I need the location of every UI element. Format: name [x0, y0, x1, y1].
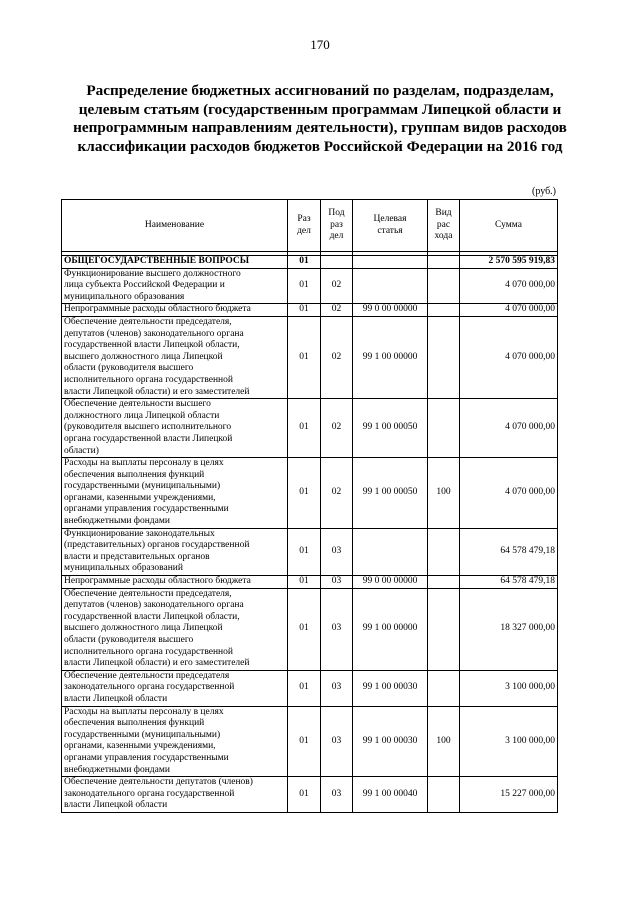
row-subsection: 03	[321, 777, 353, 813]
row-expense-type	[428, 256, 460, 269]
row-name	[62, 528, 288, 575]
row-target-article: 99 0 00 00000	[353, 304, 428, 317]
header-expense-type: Вид рас хода	[428, 200, 460, 252]
row-name-line: депутатов (членов) законодательного органа	[64, 328, 244, 339]
row-subsection: 03	[321, 528, 353, 575]
table-row	[62, 706, 558, 777]
row-name-line: обеспечения выполнения функций	[64, 469, 205, 480]
row-name-line: ОБЩЕГОСУДАРСТВЕННЫЕ ВОПРОСЫ	[64, 256, 250, 266]
row-name-line: органами, казенными учреждениями,	[64, 492, 216, 503]
row-name-line: области (руководителя высшего	[64, 363, 194, 374]
title-line: непрограммным направлениям деятельности), группам видов расходов	[73, 119, 567, 136]
row-target-article: 99 1 00 00000	[353, 588, 428, 670]
row-subsection: 02	[321, 399, 353, 458]
table-row	[62, 528, 558, 575]
row-name	[62, 316, 288, 398]
row-name-line: области)	[64, 445, 99, 456]
row-section: 01	[288, 458, 321, 529]
page-number: 170	[310, 37, 330, 52]
row-name-line: исполнительного органа государственной	[64, 646, 233, 657]
row-name-line: органа государственной власти Липецкой	[64, 433, 233, 444]
row-subsection: 03	[321, 588, 353, 670]
row-amount: 4 070 000,00	[460, 316, 558, 398]
row-name-line: власти Липецкой области	[64, 693, 168, 704]
row-name-line: внебюджетными фондами	[64, 764, 170, 775]
row-expense-type: 100	[428, 458, 460, 529]
row-target-article	[353, 528, 428, 575]
row-name	[62, 670, 288, 706]
row-name-line: муниципального образования	[64, 291, 185, 302]
row-expense-type	[428, 316, 460, 398]
row-target-article: 99 1 00 00030	[353, 706, 428, 777]
row-name-line: государственной власти Липецкой области,	[64, 611, 240, 622]
table-header-row	[62, 200, 558, 252]
header-amount: Сумма	[460, 200, 558, 252]
row-name-line: Обеспечение деятельности высшего	[64, 399, 211, 410]
row-section: 01	[288, 576, 321, 589]
table-row	[62, 399, 558, 458]
row-name-line: депутатов (членов) законодательного органа	[64, 600, 244, 611]
row-name-line: государственными (муниципальными)	[64, 729, 221, 740]
row-name	[62, 399, 288, 458]
row-name-line: власти Липецкой области) и его заместителей	[64, 386, 250, 397]
row-expense-type	[428, 588, 460, 670]
row-section: 01	[288, 399, 321, 458]
row-name-line: высшего должностного лица Липецкой	[64, 351, 223, 362]
row-section: 01	[288, 588, 321, 670]
row-subsection: 03	[321, 670, 353, 706]
row-amount: 18 327 000,00	[460, 588, 558, 670]
table-row	[62, 777, 558, 813]
row-name	[62, 256, 288, 269]
row-name-line: законодательного органа государственной	[64, 682, 235, 693]
row-amount: 4 070 000,00	[460, 304, 558, 317]
row-name-line: (руководителя высшего исполнительного	[64, 422, 232, 433]
row-name-line: Функционирование законодательных	[64, 528, 215, 539]
row-expense-type	[428, 304, 460, 317]
row-name-line: высшего должностного лица Липецкой	[64, 623, 223, 634]
row-amount: 4 070 000,00	[460, 268, 558, 304]
row-target-article	[353, 268, 428, 304]
row-name-line: государственной власти Липецкой области,	[64, 340, 240, 351]
row-expense-type	[428, 576, 460, 589]
row-target-article: 99 1 00 00050	[353, 399, 428, 458]
row-name-line: Непрограммные расходы областного бюджета	[64, 304, 251, 315]
row-name-line: лица субъекта Российской Федерации и	[64, 280, 225, 291]
row-section: 01	[288, 777, 321, 813]
row-name	[62, 588, 288, 670]
row-name-line: обеспечения выполнения функций	[64, 718, 205, 729]
row-section: 01	[288, 268, 321, 304]
row-name	[62, 268, 288, 304]
row-subsection: 02	[321, 458, 353, 529]
row-amount: 4 070 000,00	[460, 399, 558, 458]
row-amount: 2 570 595 919,83	[460, 256, 558, 269]
table-row	[62, 256, 558, 269]
table-row	[62, 316, 558, 398]
row-section: 01	[288, 670, 321, 706]
row-name	[62, 304, 288, 317]
row-amount: 3 100 000,00	[460, 706, 558, 777]
row-name	[62, 458, 288, 529]
row-target-article: 99 0 00 00000	[353, 576, 428, 589]
row-subsection: 03	[321, 706, 353, 777]
row-expense-type	[428, 670, 460, 706]
header-name: Наименование	[62, 200, 288, 252]
row-name-line: органами, казенными учреждениями,	[64, 741, 216, 752]
row-amount: 64 578 479,18	[460, 576, 558, 589]
row-name-line: муниципальных образований	[64, 563, 183, 574]
table-row	[62, 576, 558, 589]
row-name-line: Непрограммные расходы областного бюджета	[64, 576, 251, 587]
row-name-line: законодательного органа государственной	[64, 788, 235, 799]
row-name-line: области (руководителя высшего	[64, 635, 194, 645]
document-title	[60, 82, 580, 156]
row-name-line: Расходы на выплаты персоналу в целях	[64, 458, 224, 469]
row-section: 01	[288, 304, 321, 317]
row-amount: 15 227 000,00	[460, 777, 558, 813]
row-section: 01	[288, 316, 321, 398]
table-row	[62, 304, 558, 317]
row-section: 01	[288, 528, 321, 575]
row-subsection: 02	[321, 304, 353, 317]
row-target-article: 99 1 00 00030	[353, 670, 428, 706]
table-row	[62, 588, 558, 670]
row-name-line: органами управления государственными	[64, 752, 229, 763]
row-subsection: 02	[321, 268, 353, 304]
title-line: целевым статьям (государственным программам Липецкой области и	[78, 100, 562, 118]
header-section: Раз дел	[288, 200, 321, 252]
table-row	[62, 458, 558, 529]
row-name	[62, 706, 288, 777]
row-section: 01	[288, 706, 321, 777]
row-name	[62, 777, 288, 813]
row-subsection	[321, 256, 353, 269]
title-line: Распределение бюджетных ассигнований по разделам, подразделам,	[86, 82, 554, 99]
title-line: классификации расходов бюджетов Российской Федерации на 2016 год	[77, 137, 563, 155]
row-name-line: Обеспечение деятельности председателя,	[64, 316, 232, 327]
header-subsection: Под раз дел	[321, 200, 353, 252]
row-target-article	[353, 256, 428, 269]
row-amount: 64 578 479,18	[460, 528, 558, 575]
row-target-article: 99 1 00 00050	[353, 458, 428, 529]
row-subsection: 02	[321, 316, 353, 398]
row-name-line: исполнительного органа государственной	[64, 374, 233, 385]
row-name-line: Функционирование высшего должностного	[64, 268, 241, 279]
row-expense-type	[428, 268, 460, 304]
budget-table	[61, 199, 558, 813]
row-name-line: государственными (муниципальными)	[64, 481, 221, 492]
table-row	[62, 268, 558, 304]
table-row	[62, 670, 558, 706]
row-name-line: Обеспечение деятельности председателя	[64, 670, 230, 681]
row-subsection: 03	[321, 576, 353, 589]
row-expense-type	[428, 399, 460, 458]
row-name-line: Обеспечение деятельности депутатов (членов)	[64, 777, 253, 788]
units-label: (руб.)	[532, 186, 556, 197]
row-name-line: власти и представительных органов	[64, 551, 210, 562]
row-expense-type: 100	[428, 706, 460, 777]
row-section: 01	[288, 256, 321, 269]
row-amount: 3 100 000,00	[460, 670, 558, 706]
header-target-article: Целевая статья	[353, 200, 428, 252]
row-name-line: власти Липецкой области) и его заместителей	[64, 658, 250, 669]
row-expense-type	[428, 528, 460, 575]
row-name	[62, 576, 288, 589]
row-target-article: 99 1 00 00040	[353, 777, 428, 813]
row-name-line: (представительных) органов государственной	[64, 540, 250, 551]
row-name-line: Расходы на выплаты персоналу в целях	[64, 706, 224, 717]
row-name-line: должностного лица Липецкой области	[64, 410, 220, 421]
row-name-line: Обеспечение деятельности председателя,	[64, 588, 232, 599]
row-expense-type	[428, 777, 460, 813]
row-name-line: органами управления государственными	[64, 504, 229, 515]
row-target-article: 99 1 00 00000	[353, 316, 428, 398]
row-amount: 4 070 000,00	[460, 458, 558, 529]
row-name-line: внебюджетными фондами	[64, 516, 170, 527]
row-name-line: власти Липецкой области	[64, 800, 168, 811]
